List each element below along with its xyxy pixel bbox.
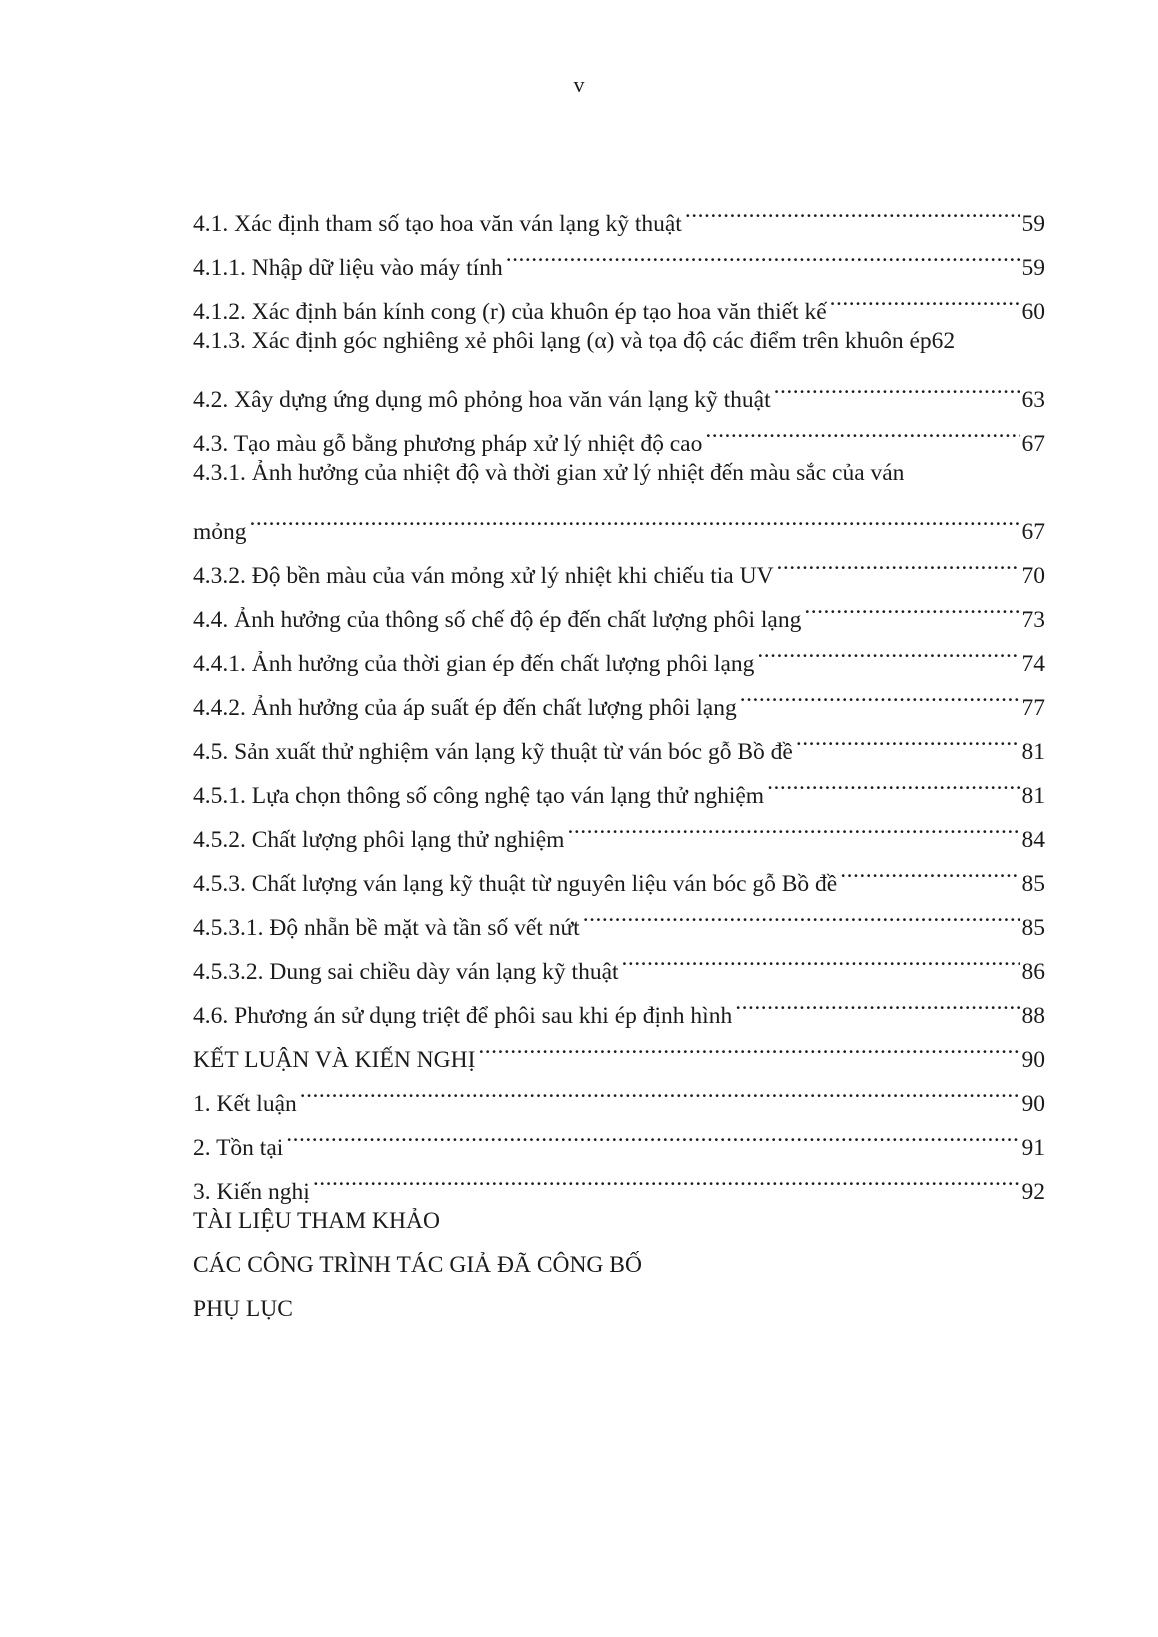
toc-entry-page: 70 <box>1021 563 1045 589</box>
toc-entry-page: 81 <box>1021 783 1045 809</box>
toc-entry <box>193 1111 1045 1161</box>
toc-entry-title: 4.5. Sản xuất thử nghiệm ván lạng kỹ thuật từ ván bóc gỗ Bồ đề <box>193 739 793 765</box>
toc-entry-page: 88 <box>1021 1003 1045 1029</box>
dot-leader <box>840 847 1019 891</box>
toc-entry-title: 4.5.2. Chất lượng phôi lạng thử nghiệm <box>193 827 565 853</box>
toc-entry-title: 4.3. Tạo màu gỗ bằng phương pháp xử lý nhiệt độ cao <box>193 431 703 457</box>
dot-leader <box>705 407 1019 451</box>
toc-entry-title: 4.6. Phương án sử dụng triệt để phôi sau khi ép định hình <box>193 1003 733 1029</box>
toc-entry-title: PHỤ LỤC <box>193 1296 293 1322</box>
toc-entry-page: 90 <box>1021 1091 1045 1117</box>
toc-entry-title: TÀI LIỆU THAM KHẢO <box>193 1208 440 1234</box>
toc-entry-page: 74 <box>1021 651 1045 677</box>
toc-entry-title: 4.4.1. Ảnh hưởng của thời gian ép đến chất lượng phôi lạng <box>193 651 755 677</box>
dot-leader <box>774 363 1020 407</box>
toc-entry-page: 63 <box>1021 387 1045 413</box>
toc-entry-page: 86 <box>1021 959 1045 985</box>
toc-entry <box>193 1067 1045 1117</box>
toc-entry-page: 67 <box>1021 519 1045 545</box>
toc-entry <box>193 451 1045 495</box>
toc-entry-title: CÁC CÔNG TRÌNH TÁC GIẢ ĐÃ CÔNG BỐ <box>193 1252 642 1278</box>
page-number: v <box>573 72 585 97</box>
dot-leader <box>804 583 1019 627</box>
dot-leader <box>478 1023 1019 1067</box>
toc-entry-page: 59 <box>1021 211 1045 237</box>
toc-entry <box>193 539 1045 589</box>
toc-entry-page: 85 <box>1021 871 1045 897</box>
toc-entry-page: 59 <box>1021 255 1045 281</box>
dot-leader <box>685 187 1020 231</box>
toc-entry-title: 4.2. Xây dựng ứng dụng mô phỏng hoa văn ván lạng kỹ thuật <box>193 387 771 413</box>
toc-entry-title: 4.1.1. Nhập dữ liệu vào máy tính <box>193 255 503 281</box>
dot-leader <box>757 627 1019 671</box>
dot-leader <box>735 979 1019 1023</box>
toc-entry-title: 4.1.2. Xác định bán kính cong (r) của khuôn ép tạo hoa văn thiết kế <box>193 299 827 325</box>
toc-entry <box>193 1243 1045 1287</box>
toc-entry-page: 77 <box>1021 695 1045 721</box>
toc-entry-page: 84 <box>1021 827 1045 853</box>
toc-entry-title: 4.5.3.1. Độ nhẵn bề mặt và tần số vết nứt <box>193 915 580 941</box>
toc-entry-page: 67 <box>1021 431 1045 457</box>
toc-entry <box>193 187 1045 237</box>
toc-entry <box>193 1199 1045 1243</box>
toc-entry-title: 4.4. Ảnh hưởng của thông số chế độ ép đến chất lượng phôi lạng <box>193 607 802 633</box>
toc-entry <box>193 1155 1045 1205</box>
toc-entry-title: 4.5.3. Chất lượng ván lạng kỹ thuật từ nguyên liệu ván bóc gỗ Bồ đề <box>193 871 838 897</box>
dot-leader <box>286 1111 1019 1155</box>
toc-entry-page: 73 <box>1021 607 1045 633</box>
toc-entry-page: 85 <box>1021 915 1045 941</box>
dot-leader <box>583 891 1020 935</box>
toc-entry-page: 62 <box>931 328 956 354</box>
dot-leader <box>767 759 1019 803</box>
dot-leader <box>622 935 1020 979</box>
toc-entry-title: mỏng <box>193 519 247 545</box>
dot-leader <box>567 803 1019 847</box>
dot-leader <box>830 275 1020 319</box>
dot-leader <box>313 1155 1020 1199</box>
toc-entry <box>193 363 1045 413</box>
toc-entry-title: KẾT LUẬN VÀ KIẾN NGHỊ <box>193 1047 476 1073</box>
dot-leader <box>300 1067 1020 1111</box>
toc-entry-title: 2. Tồn tại <box>193 1135 284 1161</box>
toc-entry-page: 90 <box>1021 1047 1045 1073</box>
toc-entry-title: 4.5.1. Lựa chọn thông số công nghệ tạo ván lạng thử nghiệm <box>193 783 765 809</box>
toc-entry-title: 4.5.3.2. Dung sai chiều dày ván lạng kỹ thuật <box>193 959 619 985</box>
toc-entry-page: 81 <box>1021 739 1045 765</box>
toc-entry-page: 60 <box>1021 299 1045 325</box>
dot-leader <box>506 231 1020 275</box>
toc-entry-title: 4.1.3. Xác định góc nghiêng xẻ phôi lạng (α) và tọa độ các điểm trên khuôn ép <box>193 328 932 354</box>
dot-leader <box>740 671 1020 715</box>
toc-entry-title: 4.3.2. Độ bền màu của ván mỏng xử lý nhiệt khi chiếu tia UV <box>193 563 774 589</box>
toc-entry-page: 91 <box>1021 1135 1045 1161</box>
toc-entry <box>193 319 1045 363</box>
toc-entry-title: 4.4.2. Ảnh hưởng của áp suất ép đến chất lượng phôi lạng <box>193 695 737 721</box>
toc-entry-title: 3. Kiến nghị <box>193 1179 310 1205</box>
toc-entry <box>193 495 1045 545</box>
toc-entry-title: 4.3.1. Ảnh hưởng của nhiệt độ và thời gian xử lý nhiệt đến màu sắc của ván <box>193 460 905 486</box>
toc-entry-page: 92 <box>1021 1179 1045 1205</box>
toc-entry <box>193 1287 1045 1331</box>
toc-entry-title: 4.1. Xác định tham số tạo hoa văn ván lạng kỹ thuật <box>193 211 682 237</box>
dot-leader <box>250 495 1020 539</box>
dot-leader <box>796 715 1020 759</box>
table-of-contents <box>193 187 1045 1331</box>
toc-entry-title: 1. Kết luận <box>193 1091 297 1117</box>
dot-leader <box>777 539 1020 583</box>
